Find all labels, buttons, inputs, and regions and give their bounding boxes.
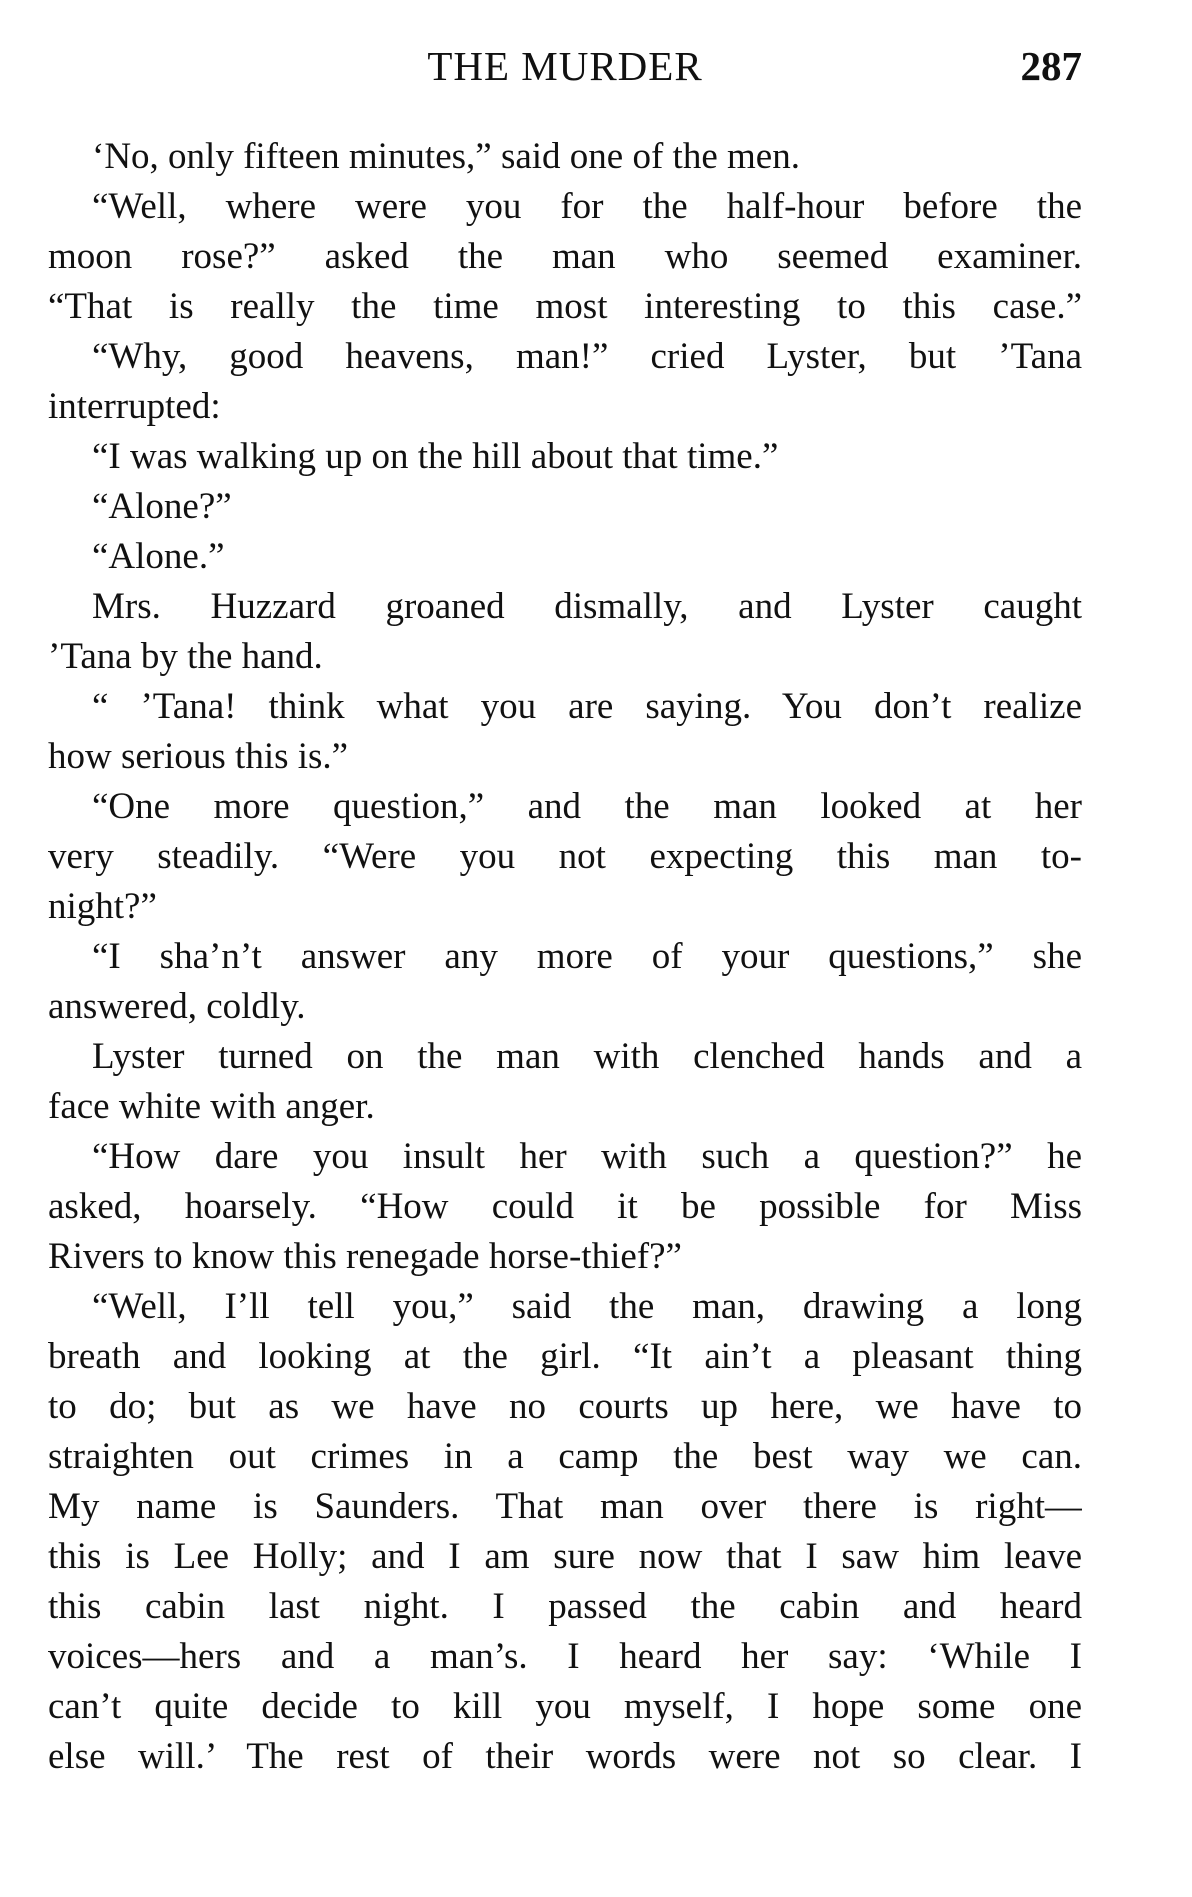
text-line: ‘No, only fifteen minutes,” said one of the men. <box>92 136 800 177</box>
text-line: straighten out crimes in a camp the best way we can. <box>48 1436 1082 1477</box>
text-line: Lyster turned on the man with clenched hands and a <box>92 1036 1082 1077</box>
text-line: “I was walking up on the hill about that time.” <box>92 436 779 477</box>
text-line: how serious this is.” <box>48 736 349 777</box>
text-line: very steadily. “Were you not expecting this man to- <box>48 836 1082 877</box>
text-line: asked, hoarsely. “How could it be possible for Miss <box>48 1186 1082 1227</box>
page-header <box>48 38 1082 94</box>
text-line: else will.’ The rest of their words were not so clear. I <box>48 1736 1082 1777</box>
text-line: this is Lee Holly; and I am sure now that I saw him leave <box>48 1536 1082 1577</box>
text-line: voices—hers and a man’s. I heard her say: ‘While I <box>48 1636 1082 1677</box>
body-text <box>48 132 1082 1782</box>
running-head: THE MURDER <box>427 43 703 89</box>
text-line: My name is Saunders. That man over there is right— <box>48 1486 1082 1527</box>
text-line: face white with anger. <box>48 1086 375 1127</box>
text-line: “I sha’n’t answer any more of your questions,” she <box>92 936 1082 977</box>
text-line: “How dare you insult her with such a question?” he <box>92 1136 1082 1177</box>
text-line: “One more question,” and the man looked at her <box>92 786 1082 827</box>
page-number: 287 <box>1020 43 1082 89</box>
text-line: “Well, I’ll tell you,” said the man, drawing a long <box>92 1286 1082 1327</box>
text-line: breath and looking at the girl. “It ain’t a pleasant thing <box>48 1336 1082 1377</box>
text-line: night?” <box>48 886 157 927</box>
text-line: “ ’Tana! think what you are saying. You don’t realize <box>92 686 1082 727</box>
text-line: can’t quite decide to kill you myself, I hope some one <box>48 1686 1082 1727</box>
text-line: this cabin last night. I passed the cabin and heard <box>48 1586 1082 1627</box>
text-line: interrupted: <box>48 386 221 427</box>
text-line: moon rose?” asked the man who seemed examiner. <box>48 236 1082 277</box>
text-line: “Alone?” <box>92 486 232 527</box>
text-line: “That is really the time most interesting to this case.” <box>48 286 1082 327</box>
text-line: “Why, good heavens, man!” cried Lyster, but ’Tana <box>92 336 1082 377</box>
text-line: Rivers to know this renegade horse-thief?” <box>48 1236 682 1277</box>
text-line: ’Tana by the hand. <box>48 636 323 677</box>
text-line: answered, coldly. <box>48 986 306 1027</box>
text-line: “Alone.” <box>92 536 225 577</box>
text-line: to do; but as we have no courts up here, we have to <box>48 1386 1082 1427</box>
text-line: “Well, where were you for the half-hour before the <box>92 186 1082 227</box>
text-line: Mrs. Huzzard groaned dismally, and Lyster caught <box>92 586 1082 627</box>
